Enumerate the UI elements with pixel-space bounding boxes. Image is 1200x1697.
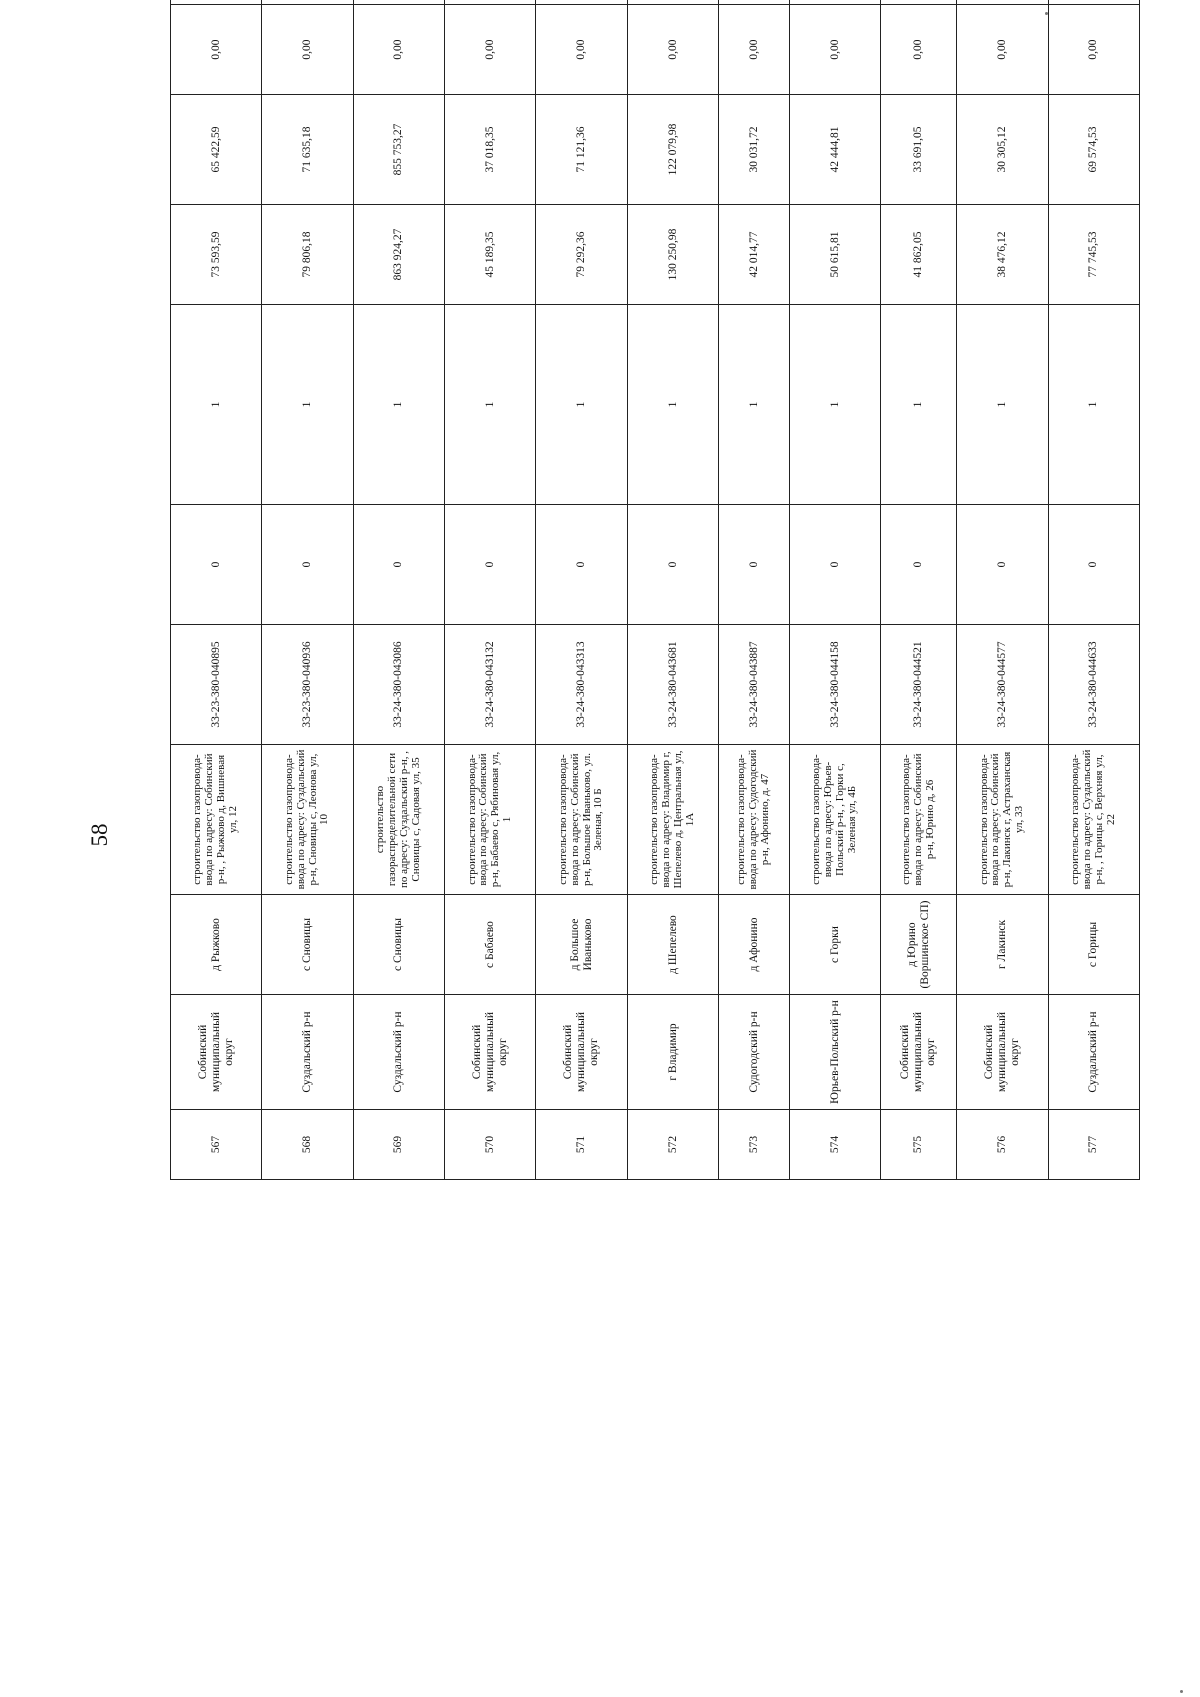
- table-body: [171, 0, 1140, 1180]
- zero-count-cell: 0: [353, 505, 444, 625]
- zero-value-cell: [445, 0, 536, 5]
- row-number: 574: [789, 1110, 880, 1180]
- count-cell: 1: [789, 305, 880, 505]
- object-code-cell: 33-24-380-043132: [445, 625, 536, 745]
- zero-count-cell: 0: [536, 505, 627, 625]
- description-cell: строительство газопровода-ввода по адресу: Судогодский р-н, Афонино, д. 47: [719, 745, 790, 895]
- zero-value-cell: [627, 0, 718, 5]
- count-cell: 1: [445, 305, 536, 505]
- row-number: 567: [171, 1110, 262, 1180]
- row-number: 572: [627, 1110, 718, 1180]
- zero-count-cell: 0: [262, 505, 353, 625]
- table-row: [881, 0, 957, 1180]
- zero-value-cell: [262, 0, 353, 5]
- locality-cell: д Шепелево: [627, 895, 718, 995]
- amount-cell: 69 574,53: [1048, 95, 1140, 205]
- zero-value-cell: 0,00: [171, 5, 262, 95]
- locality-cell: д Рыжково: [171, 895, 262, 995]
- locality-cell: с Горицы: [1048, 895, 1140, 995]
- total-cost-cell: 73 593,59: [171, 205, 262, 305]
- object-code-cell: 33-24-380-043887: [719, 625, 790, 745]
- district-cell: Собинский муниципальный округ: [881, 995, 957, 1110]
- zero-count-cell: 0: [171, 505, 262, 625]
- object-code-cell: 33-23-380-040895: [171, 625, 262, 745]
- locality-cell: г Лакинск: [957, 895, 1048, 995]
- zero-value-cell: [536, 0, 627, 5]
- table-row: [262, 0, 353, 1180]
- object-code-cell: 33-24-380-044521: [881, 625, 957, 745]
- page-number: 58: [87, 823, 112, 847]
- row-number: 576: [957, 1110, 1048, 1180]
- description-cell: строительство газопровода-ввода по адресу: Собинский р-н, Лакинск г, Астраханская ул, 33: [957, 745, 1048, 895]
- zero-count-cell: 0: [957, 505, 1048, 625]
- description-cell: строительство газопровода-ввода по адресу: Владимир г, Шепелево д, Центральная ул, 1А: [627, 745, 718, 895]
- total-cost-cell: 41 862,05: [881, 205, 957, 305]
- zero-value-cell: 0,00: [353, 5, 444, 95]
- district-cell: Суздальский р-н: [262, 995, 353, 1110]
- locality-cell: д Большое Иваньково: [536, 895, 627, 995]
- row-number: 570: [445, 1110, 536, 1180]
- zero-value-cell: [1048, 0, 1140, 5]
- zero-count-cell: 0: [789, 505, 880, 625]
- zero-value-cell: [789, 0, 880, 5]
- zero-value-cell: 0,00: [789, 5, 880, 95]
- count-cell: 1: [881, 305, 957, 505]
- district-cell: Суздальский р-н: [353, 995, 444, 1110]
- zero-value-cell: 0,00: [1048, 5, 1140, 95]
- zero-count-cell: 0: [719, 505, 790, 625]
- district-cell: Собинский муниципальный округ: [171, 995, 262, 1110]
- object-code-cell: 33-24-380-043681: [627, 625, 718, 745]
- table-row: [1048, 0, 1140, 1180]
- description-cell: строительство газопровода-ввода по адресу: Собинский р-н, Юрино д, 26: [881, 745, 957, 895]
- object-code-cell: 33-24-380-043086: [353, 625, 444, 745]
- description-cell: строительство газопровода-ввода по адресу: Суздальский р-н, , Горицы с, Верхняя ул, 22: [1048, 745, 1140, 895]
- count-cell: 1: [171, 305, 262, 505]
- description-cell: строительство газораспределительной сети по адресу: Суздальский р-н, , Сновицы с, Садовая ул, 35: [353, 745, 444, 895]
- table-row: [957, 0, 1048, 1180]
- amount-cell: 30 031,72: [719, 95, 790, 205]
- total-cost-cell: 130 250,98: [627, 205, 718, 305]
- district-cell: Собинский муниципальный округ: [445, 995, 536, 1110]
- object-code-cell: 33-24-380-044577: [957, 625, 1048, 745]
- description-cell: строительство газопровода-ввода по адресу: Юрьев-Польский р-н, , Горки с, Зеленая ул, 4Б: [789, 745, 880, 895]
- amount-cell: 33 691,05: [881, 95, 957, 205]
- amount-cell: 71 635,18: [262, 95, 353, 205]
- amount-cell: 122 079,98: [627, 95, 718, 205]
- total-cost-cell: 50 615,81: [789, 205, 880, 305]
- row-number: 575: [881, 1110, 957, 1180]
- locality-cell: с Сновицы: [262, 895, 353, 995]
- count-cell: 1: [1048, 305, 1140, 505]
- data-table: [170, 0, 1140, 1180]
- description-cell: строительство газопровода-ввода по адресу: Суздальский р-н, Сновицы с, Леонова ул, 10: [262, 745, 353, 895]
- locality-cell: д Афонино: [719, 895, 790, 995]
- row-number: 568: [262, 1110, 353, 1180]
- locality-cell: д Юрино (Воршинское СП): [881, 895, 957, 995]
- total-cost-cell: 38 476,12: [957, 205, 1048, 305]
- count-cell: 1: [957, 305, 1048, 505]
- amount-cell: 37 018,35: [445, 95, 536, 205]
- total-cost-cell: 79 806,18: [262, 205, 353, 305]
- description-cell: строительство газопровода-ввода по адресу: Собинский р-н, Бабаево с, Рябиновая ул, 1: [445, 745, 536, 895]
- total-cost-cell: 77 745,53: [1048, 205, 1140, 305]
- table-row: [445, 0, 536, 1180]
- rotated-table-container: [170, 0, 1140, 1180]
- district-cell: Юрьев-Польский р-н: [789, 995, 880, 1110]
- zero-value-cell: 0,00: [881, 5, 957, 95]
- zero-value-cell: [171, 0, 262, 5]
- zero-value-cell: [957, 0, 1048, 5]
- scan-speck: [1180, 1690, 1183, 1693]
- table-row: [353, 0, 444, 1180]
- amount-cell: 42 444,81: [789, 95, 880, 205]
- zero-value-cell: 0,00: [445, 5, 536, 95]
- total-cost-cell: 863 924,27: [353, 205, 444, 305]
- row-number: 577: [1048, 1110, 1140, 1180]
- zero-value-cell: 0,00: [719, 5, 790, 95]
- zero-count-cell: 0: [1048, 505, 1140, 625]
- row-number: 573: [719, 1110, 790, 1180]
- amount-cell: 65 422,59: [171, 95, 262, 205]
- table-row: [627, 0, 718, 1180]
- description-cell: строительство газопровода-ввода по адресу: Собинский р-н, , Рыжково д, Вишневая ул, 12: [171, 745, 262, 895]
- total-cost-cell: 42 014,77: [719, 205, 790, 305]
- amount-cell: 855 753,27: [353, 95, 444, 205]
- zero-count-cell: 0: [445, 505, 536, 625]
- zero-count-cell: 0: [881, 505, 957, 625]
- district-cell: Собинский муниципальный округ: [957, 995, 1048, 1110]
- zero-value-cell: 0,00: [957, 5, 1048, 95]
- row-number: 571: [536, 1110, 627, 1180]
- locality-cell: с Сновицы: [353, 895, 444, 995]
- table-row: [789, 0, 880, 1180]
- table-row: [171, 0, 262, 1180]
- district-cell: Суздальский р-н: [1048, 995, 1140, 1110]
- total-cost-cell: 79 292,36: [536, 205, 627, 305]
- object-code-cell: 33-24-380-044158: [789, 625, 880, 745]
- object-code-cell: 33-24-380-043313: [536, 625, 627, 745]
- zero-value-cell: [881, 0, 957, 5]
- table-row: [536, 0, 627, 1180]
- zero-value-cell: 0,00: [536, 5, 627, 95]
- count-cell: 1: [627, 305, 718, 505]
- count-cell: 1: [536, 305, 627, 505]
- description-cell: строительство газопровода-ввода по адресу: Собинский р-н, Большое Иваньково, ул. Зеленая, 10 Б: [536, 745, 627, 895]
- count-cell: 1: [353, 305, 444, 505]
- zero-value-cell: [719, 0, 790, 5]
- amount-cell: 71 121,36: [536, 95, 627, 205]
- zero-count-cell: 0: [627, 505, 718, 625]
- locality-cell: с Горки: [789, 895, 880, 995]
- zero-value-cell: 0,00: [627, 5, 718, 95]
- row-number: 569: [353, 1110, 444, 1180]
- count-cell: 1: [262, 305, 353, 505]
- object-code-cell: 33-24-380-044633: [1048, 625, 1140, 745]
- district-cell: Судогодский р-н: [719, 995, 790, 1110]
- district-cell: Собинский муниципальный округ: [536, 995, 627, 1110]
- amount-cell: 30 305,12: [957, 95, 1048, 205]
- scan-speck: [1045, 12, 1048, 15]
- zero-value-cell: 0,00: [262, 5, 353, 95]
- zero-value-cell: [353, 0, 444, 5]
- total-cost-cell: 45 189,35: [445, 205, 536, 305]
- district-cell: г Владимир: [627, 995, 718, 1110]
- table-row: [719, 0, 790, 1180]
- object-code-cell: 33-23-380-040936: [262, 625, 353, 745]
- count-cell: 1: [719, 305, 790, 505]
- locality-cell: с Бабаево: [445, 895, 536, 995]
